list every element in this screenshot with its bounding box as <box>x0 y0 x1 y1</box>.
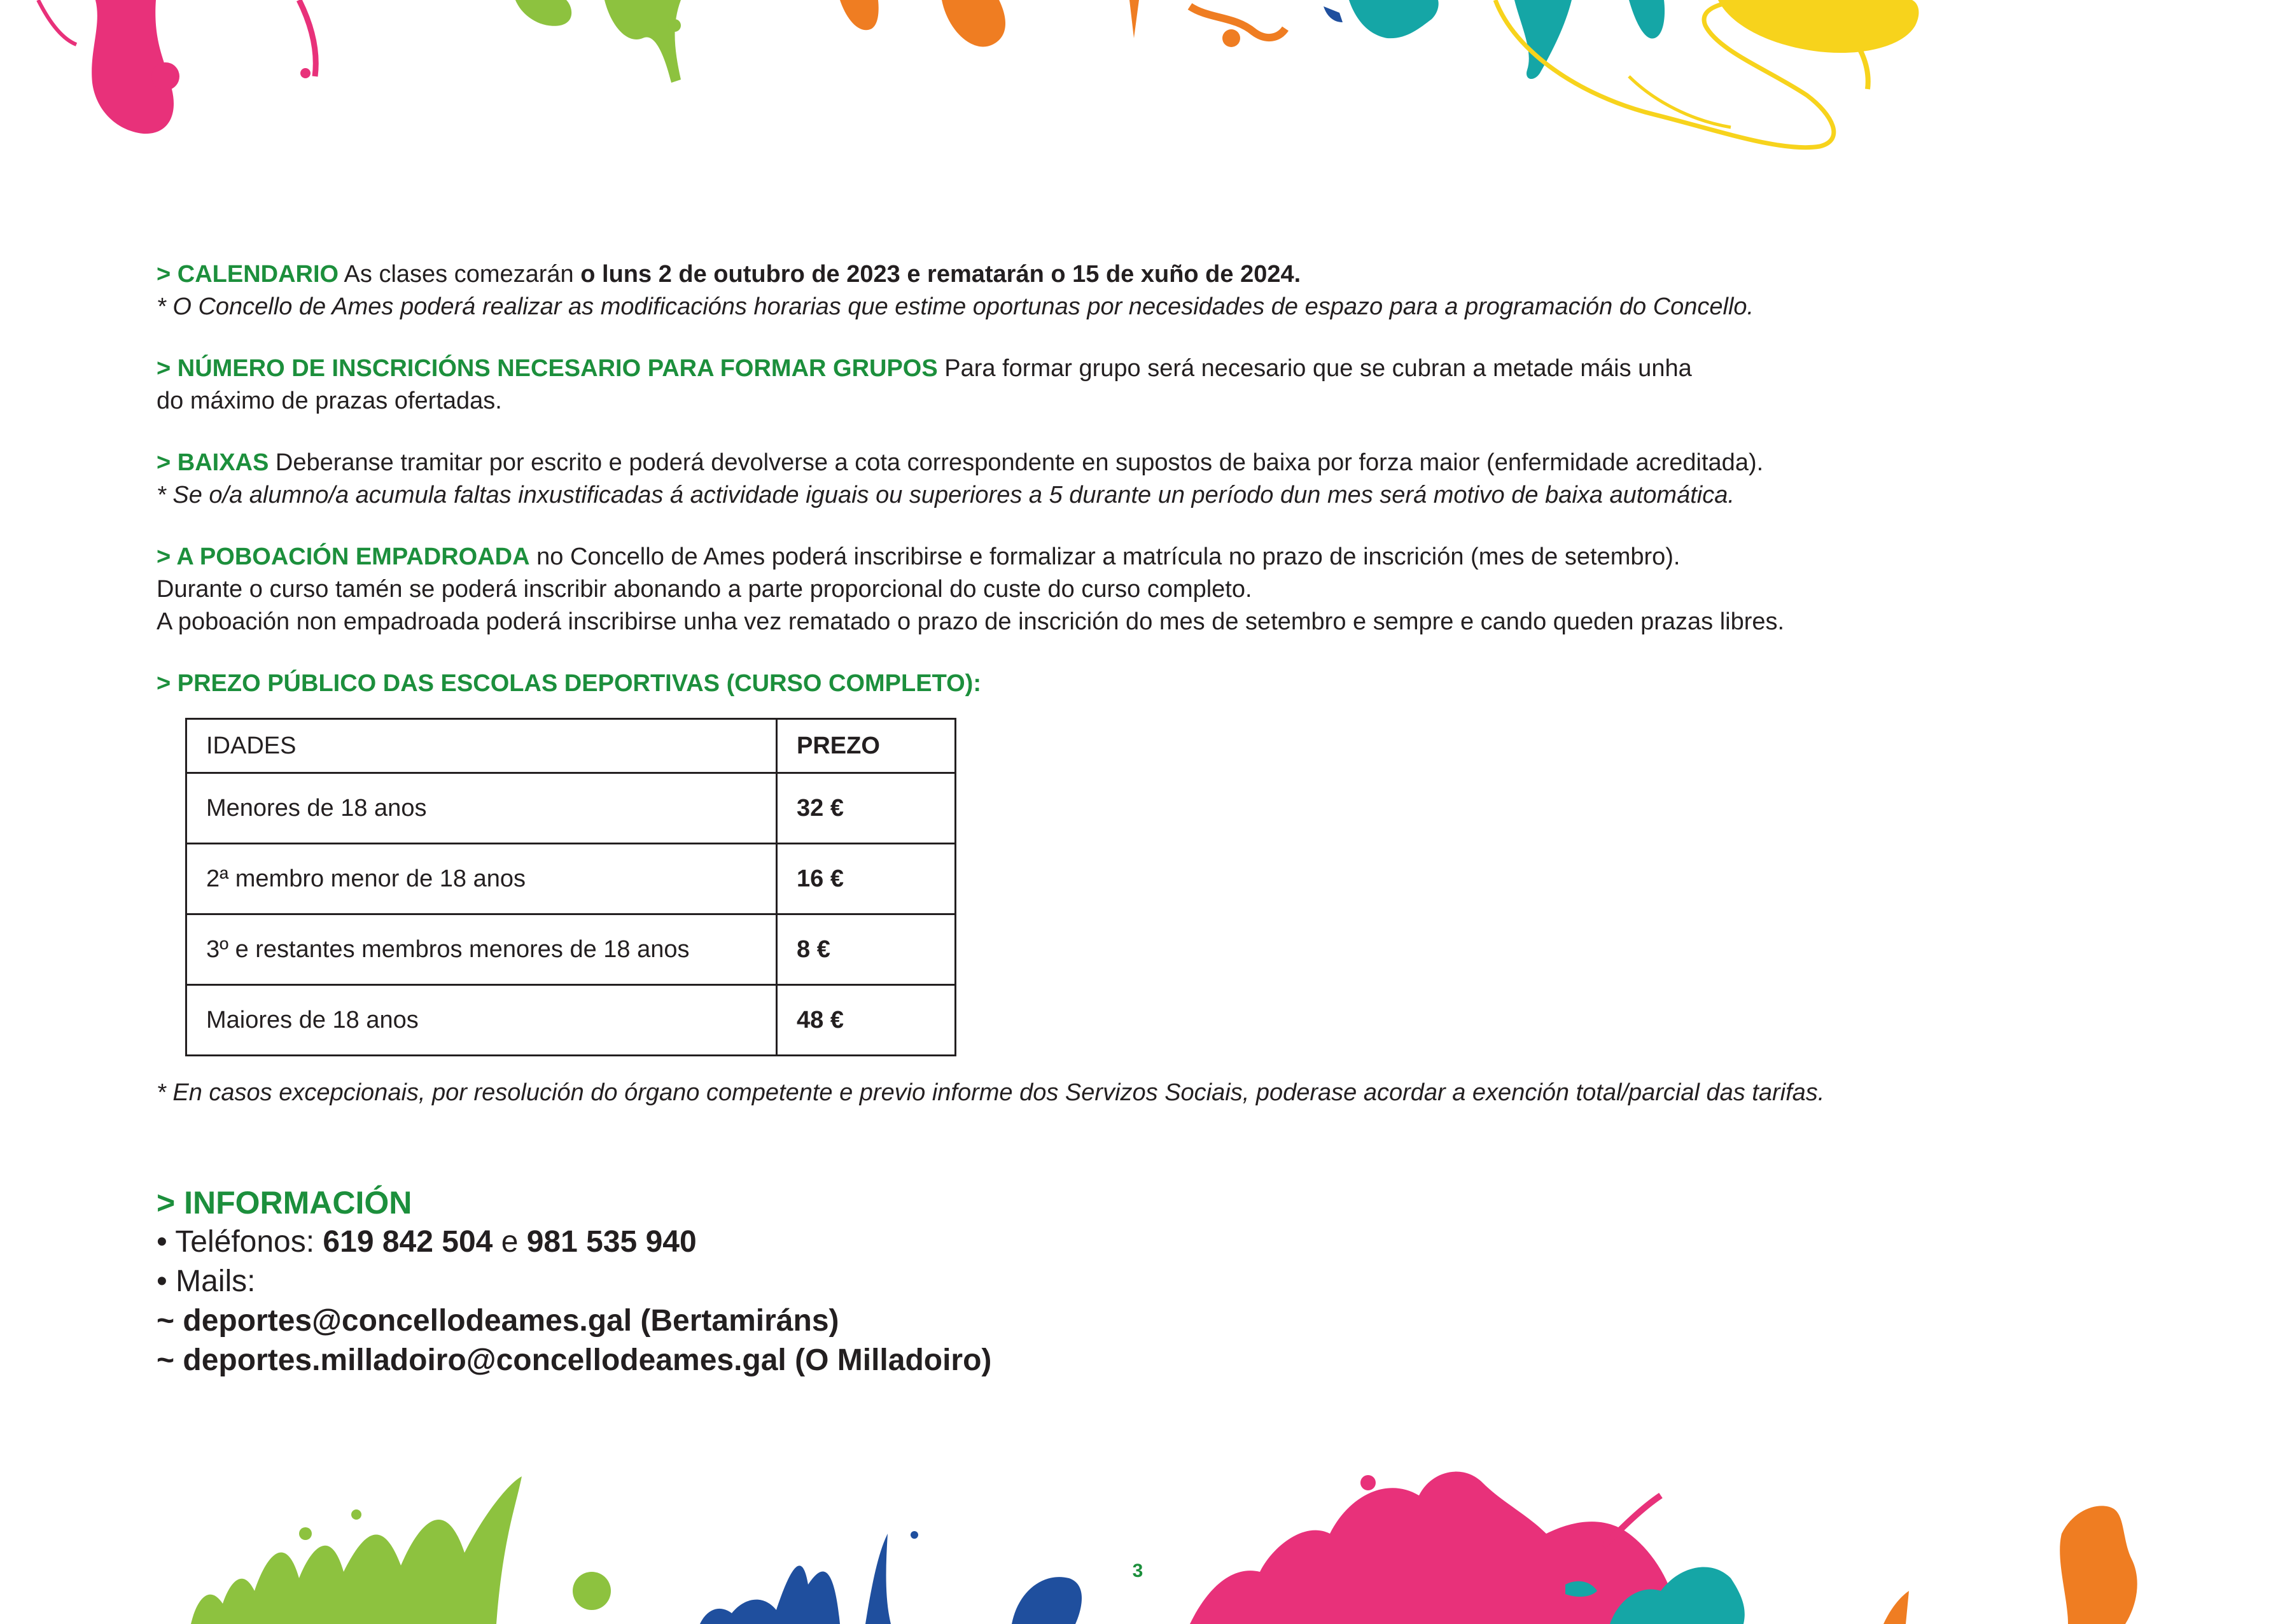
poboacion-line <box>157 541 2193 573</box>
paint-splash-top-decoration <box>0 0 2278 172</box>
document-content <box>157 258 2193 1380</box>
table-cell-age: Maiores de 18 anos <box>186 985 777 1056</box>
prezo-section <box>157 668 2193 1109</box>
phone-1: 619 842 504 <box>323 1225 493 1259</box>
table-header-idades: IDADES <box>186 719 777 773</box>
baixas-section <box>157 447 2193 512</box>
calendario-note: * O Concello de Ames poderá realizar as modificacións horarias que estime oportunas por necesidades de espazo para a programación do Concello. <box>157 293 1754 320</box>
numero-section <box>157 353 2193 417</box>
phones-label: • Teléfonos: <box>157 1225 323 1259</box>
table-row <box>186 985 956 1056</box>
poboacion-heading: > A POBOACIÓN EMPADROADA <box>157 543 530 570</box>
calendario-text: As clases comezarán <box>339 261 581 288</box>
mails-label: • Mails: <box>157 1264 256 1298</box>
prezo-heading: > PREZO PÚBLICO DAS ESCOLAS DEPORTIVAS (CURSO COMPLETO): <box>157 670 981 697</box>
table-cell-age: 2ª membro menor de 18 anos <box>186 844 777 914</box>
baixas-text: Deberanse tramitar por escrito e poderá devolverse a cota correspondente en supostos de baixa por forza maior (enfermidade acreditada). <box>269 449 1764 476</box>
baixas-note: * Se o/a alumno/a acumula faltas inxustificadas á actividade iguais ou superiores a 5 durante un período dun mes será motivo de baixa automática. <box>157 482 1735 508</box>
table-cell-price: 32 € <box>777 773 956 844</box>
paint-splash-bottom-decoration <box>0 1457 2278 1624</box>
table-header-row <box>186 719 956 773</box>
informacion-section <box>157 1183 2193 1380</box>
poboacion-section <box>157 541 2193 638</box>
calendario-dates: o luns 2 de outubro de 2023 e rematarán o 15 de xuño de 2024. <box>580 261 1301 288</box>
table-header-prezo: PREZO <box>777 719 956 773</box>
informacion-heading: > INFORMACIÓN <box>157 1185 412 1221</box>
poboacion-text-2: Durante o curso tamén se poderá inscribir abonando a parte proporcional do custe do curso completo. <box>157 576 1252 603</box>
table-cell-age: 3º e restantes membros menores de 18 anos <box>186 914 777 985</box>
mail-bertamirans: ~ deportes@concellodeames.gal (Bertamiráns) <box>157 1304 839 1338</box>
numero-line <box>157 353 2193 385</box>
numero-heading: > NÚMERO DE INSCRICIÓNS NECESARIO PARA FORMAR GRUPOS <box>157 355 938 382</box>
baixas-heading: > BAIXAS <box>157 449 269 476</box>
calendario-line <box>157 258 2193 291</box>
table-row <box>186 844 956 914</box>
numero-text-2: do máximo de prazas ofertadas. <box>157 388 502 414</box>
phone-separator: e <box>493 1225 527 1259</box>
prezo-note: * En casos excepcionais, por resolución do órgano competente e previo informe dos Servizos Sociais, poderase acordar a exención total/parcial das tarifas. <box>157 1079 1825 1106</box>
table-row <box>186 773 956 844</box>
numero-text-1: Para formar grupo será necesario que se cubran a metade máis unha <box>937 355 1692 382</box>
table-cell-price: 48 € <box>777 985 956 1056</box>
price-table <box>185 718 956 1056</box>
page-number: 3 <box>1132 1560 1143 1581</box>
poboacion-text-3: A poboación non empadroada poderá inscribirse unha vez rematado o prazo de inscrición do mes de setembro e sempre e cando queden prazas libres. <box>157 608 1785 635</box>
table-cell-price: 8 € <box>777 914 956 985</box>
baixas-line <box>157 447 2193 479</box>
table-row <box>186 914 956 985</box>
mail-milladoiro: ~ deportes.milladoiro@concellodeames.gal (O Milladoiro) <box>157 1343 992 1377</box>
phones-line <box>157 1222 2193 1262</box>
phone-2: 981 535 940 <box>526 1225 697 1259</box>
table-cell-price: 16 € <box>777 844 956 914</box>
calendario-heading: > CALENDARIO <box>157 261 339 288</box>
table-cell-age: Menores de 18 anos <box>186 773 777 844</box>
calendario-section <box>157 258 2193 323</box>
poboacion-text-1: no Concello de Ames poderá inscribirse e formalizar a matrícula no prazo de inscrición (mes de setembro). <box>529 543 1681 570</box>
